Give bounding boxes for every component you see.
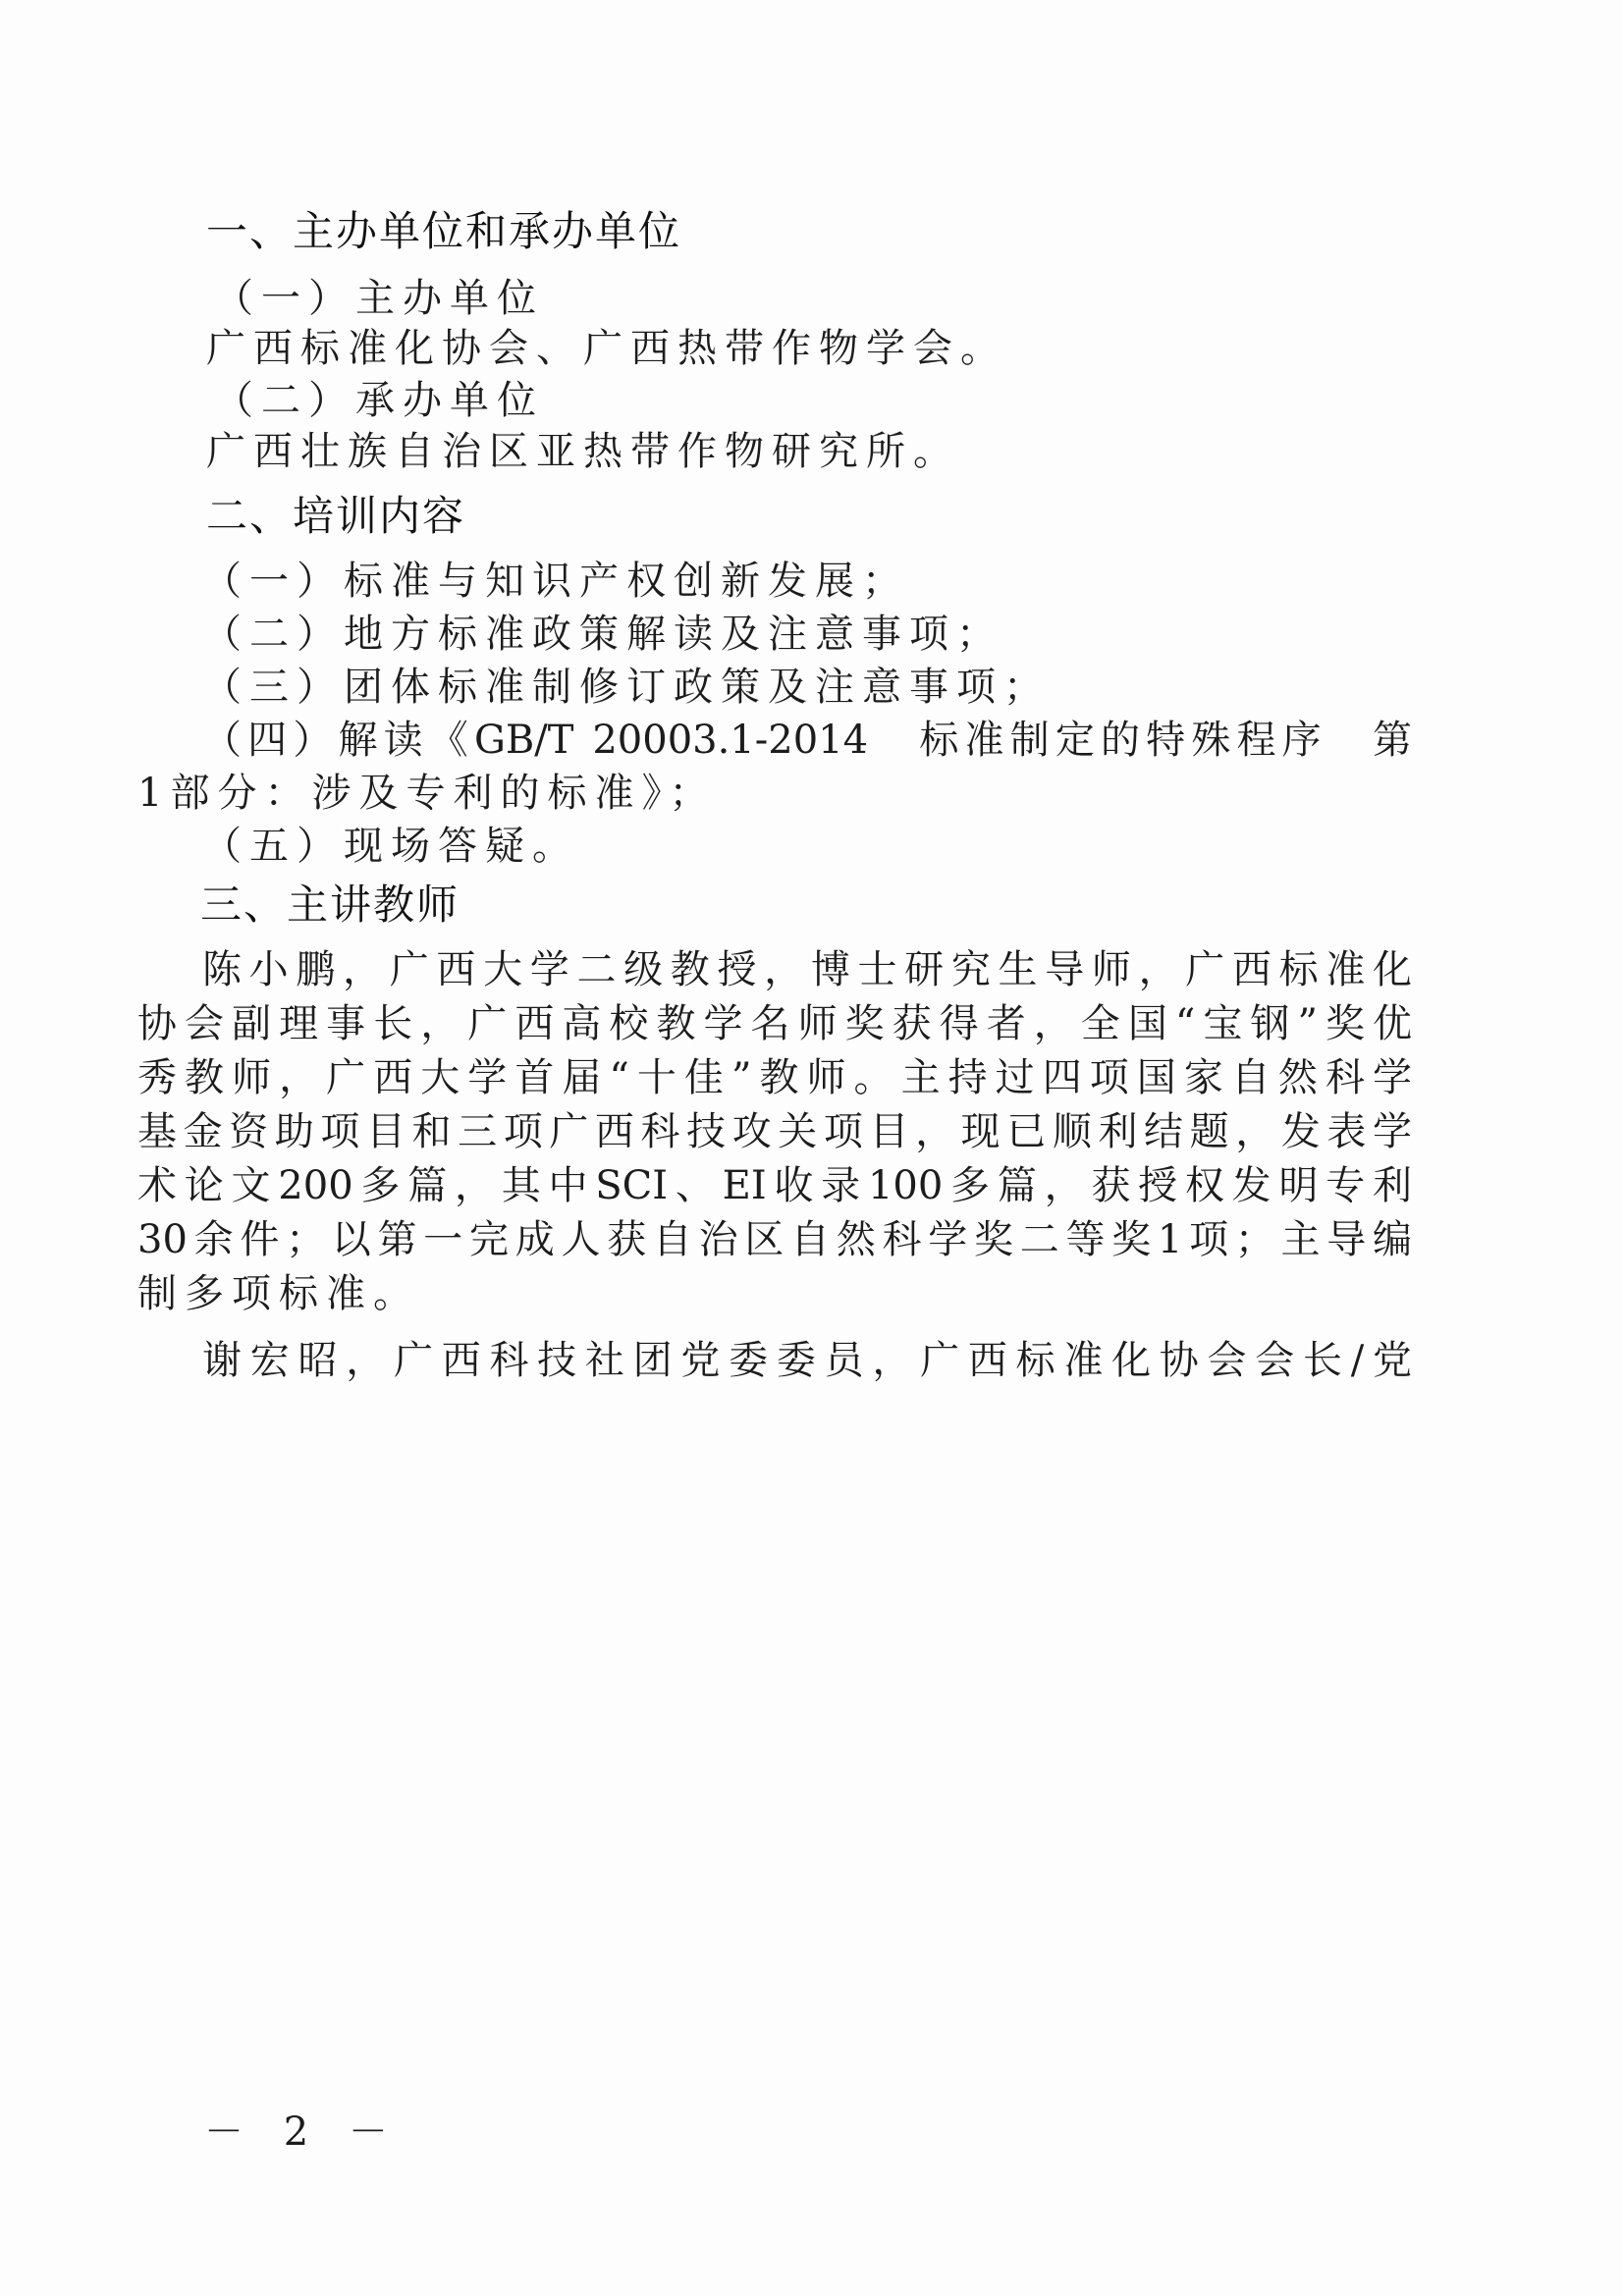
host-units-text: 广西标准化协会、广西热带作物学会。: [206, 326, 1007, 371]
section-heading-lecturers: 三、主讲教师: [200, 881, 460, 929]
lecturer-1-line-5: 术论文200多篇，其中SCI、EI收录100多篇，获授权发明专利: [137, 1163, 1412, 1208]
training-item-4-line-1: （四）解读《GB/T 20003.1-2014 标准制定的特殊程序 第: [202, 718, 1412, 763]
training-item-4-line-2: 1部分：涉及专利的标准》；: [137, 771, 717, 816]
training-item-5: （五）现场答疑。: [202, 824, 579, 869]
training-item-2: （二）地方标准政策解读及注意事项；: [202, 612, 1003, 657]
lecturer-1-line-2: 协会副理事长，广西高校教学名师奖获得者，全国“宝钢”奖优: [137, 1001, 1412, 1046]
training-item-1: （一）标准与知识产权创新发展；: [202, 559, 909, 604]
organizer-unit-text: 广西壮族自治区亚热带作物研究所。: [206, 429, 960, 474]
lecturer-1-line-7: 制多项标准。: [137, 1271, 420, 1316]
lecturer-1-line-4: 基金资助项目和三项广西科技攻关项目，现已顺利结题，发表学: [137, 1109, 1412, 1154]
subheading-organizer: （二）承办单位: [214, 378, 544, 423]
lecturer-2-line-1: 谢宏昭，广西科技社团党委委员，广西标准化协会会长/党: [202, 1338, 1412, 1383]
training-item-3: （三）团体标准制修订政策及注意事项；: [202, 665, 1051, 710]
subheading-host: （一）主办单位: [214, 276, 544, 321]
section-heading-training-content: 二、培训内容: [206, 492, 466, 540]
lecturer-1-line-6: 30余件；以第一完成人获自治区自然科学奖二等奖1项；主导编: [137, 1217, 1412, 1262]
section-heading-organizers: 一、主办单位和承办单位: [206, 207, 682, 255]
lecturer-1-line-1: 陈小鹏，广西大学二级教授，博士研究生导师，广西标准化: [202, 947, 1412, 992]
lecturer-1-line-3: 秀教师，广西大学首届“十佳”教师。主持过四项国家自然科学: [137, 1055, 1412, 1100]
page-number: － 2 －: [204, 2109, 402, 2155]
